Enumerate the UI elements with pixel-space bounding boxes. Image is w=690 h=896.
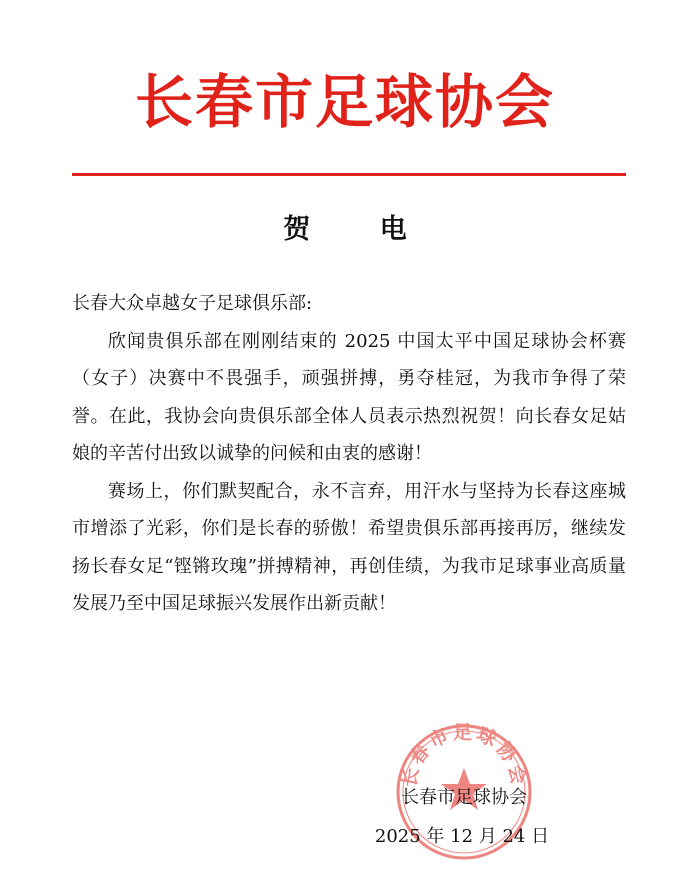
body-paragraph-2: 赛场上，你们默契配合，永不言弃，用汗水与坚持为长春这座城市增添了光彩，你们是长春的骄傲！希望贵俱乐部再接再厉，继续发扬长春女足“铿锵玫瑰”拼搏精神，再创佳绩，为我市足球事业高质量发展乃至中国足球振兴发展作出新贡献！ [72, 480, 626, 614]
body-paragraph-1: 欣闻贵俱乐部在刚刚结束的 2025 中国太平中国足球协会杯赛（女子）决赛中不畏强手，顽强拼搏，勇夺桂冠，为我市争得了荣誉。在此，我协会向贵俱乐部全体人员表示热烈祝贺！向长春女足姑娘的辛苦付出致以诚挚的问候和由衷的感谢！ [72, 330, 626, 464]
signature-date: 2025 年 12 月 24 日 [374, 826, 550, 847]
letterhead-title: 长春市足球协会 [134, 68, 555, 136]
signature-org: 长春市足球协会 [401, 787, 527, 808]
letter-body [72, 285, 626, 623]
salutation: 长春大众卓越女子足球俱乐部: [72, 293, 313, 314]
letterhead-divider [72, 173, 626, 176]
document-title: 贺 电 [283, 214, 437, 245]
seal-text: 长春市足球协会 [398, 722, 530, 789]
